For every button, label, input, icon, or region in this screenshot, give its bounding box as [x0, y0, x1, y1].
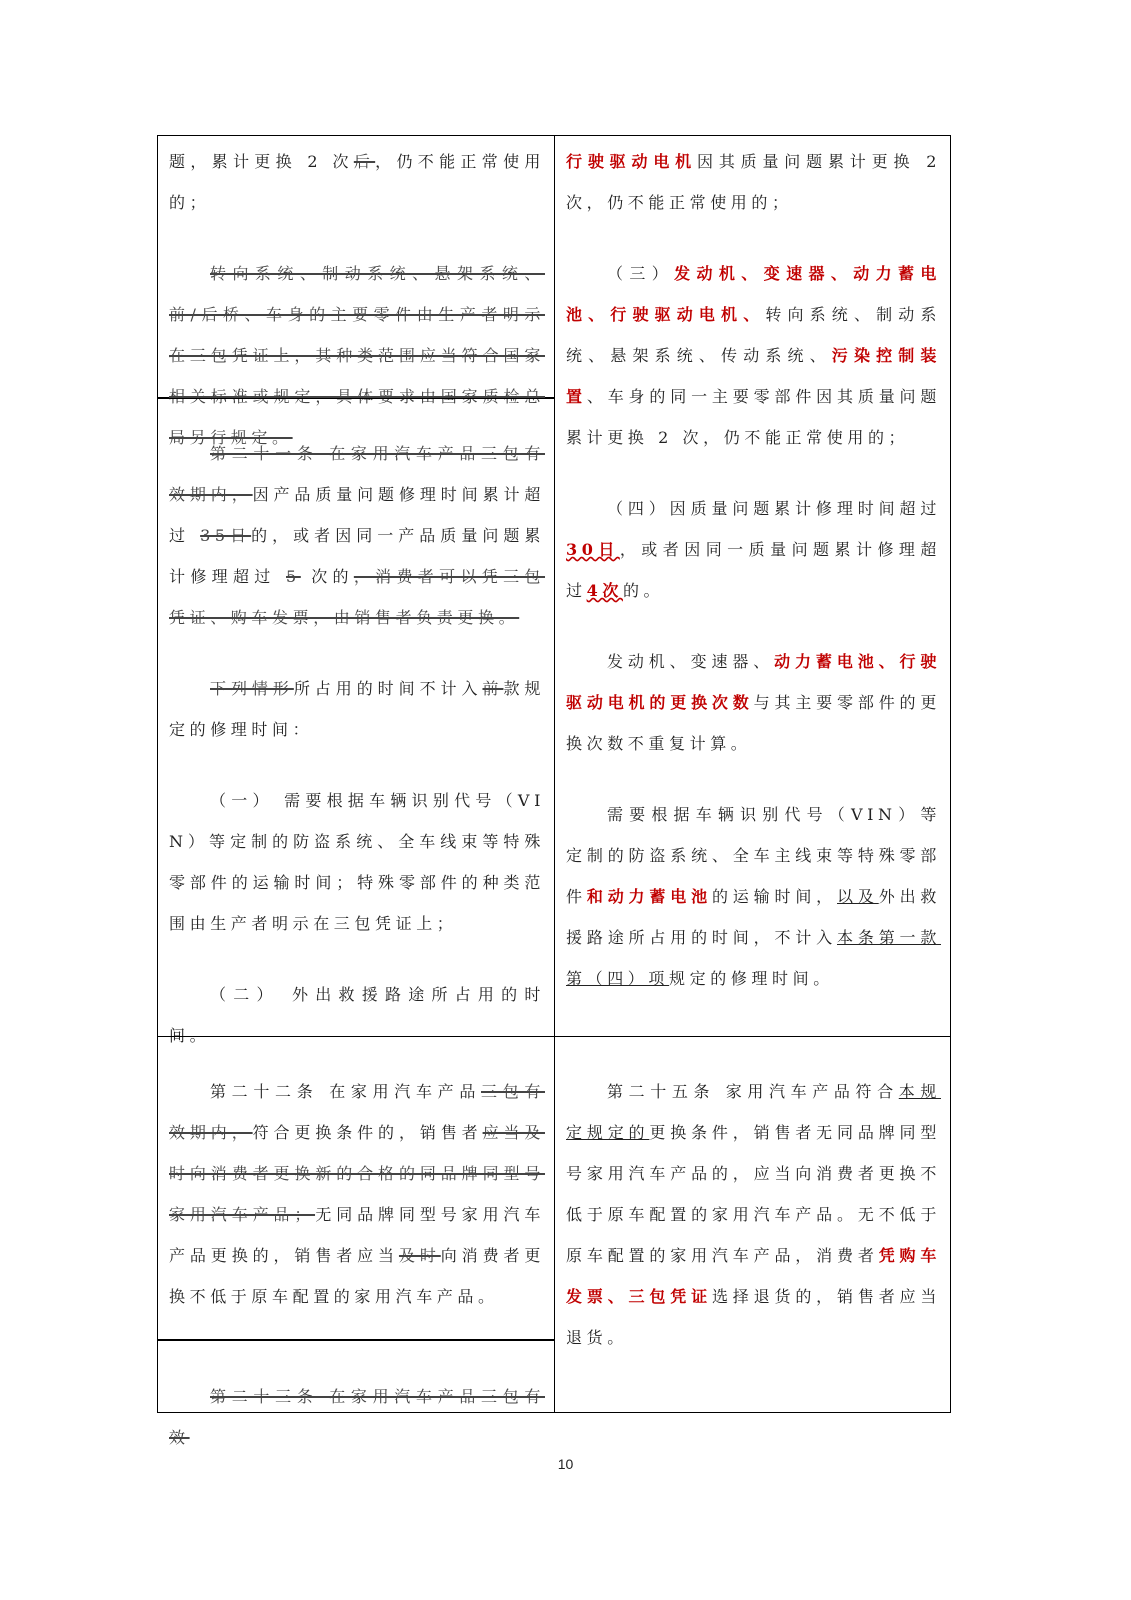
text-run: 外出救援路途所占用的时间，不计入: [566, 887, 942, 947]
text-run: 因产品质量问题修理时间累计超过: [169, 485, 545, 545]
page-number: 10: [557, 1456, 574, 1472]
paragraph: [169, 433, 545, 638]
text-run: 的运输时间，: [711, 887, 838, 906]
table-cell-left-2: [157, 398, 555, 1045]
paragraph: [566, 141, 941, 223]
text-run: 选择退货的，销售者应当退货。: [566, 1287, 942, 1347]
paragraph: [169, 141, 545, 223]
table-cell-left-3: [157, 1036, 555, 1341]
deleted-text: 前: [482, 679, 504, 698]
text-run: 的，或者因同一产品质量问题累计修理超过: [169, 526, 545, 586]
text-run: 规定的修理时间。: [669, 969, 834, 988]
text-run: 题，累计更换 2 次: [169, 152, 354, 171]
inserted-text: 污染控制装置: [566, 346, 941, 406]
table-cell-left-1: [157, 135, 555, 447]
paragraph: [566, 794, 941, 999]
table-cell-right-2: [554, 1036, 951, 1413]
paragraph: [566, 488, 941, 611]
text-run: 发动机、变速器、: [607, 652, 775, 671]
paragraph: [566, 641, 941, 764]
deleted-text: 转向系统、制动系统、悬架系统、前/后桥、车身的主要零件由生产者明示在三包凭证上，其种类范围应当符合国家相关标准或规定，具体要求由国家质检总局另行规定。: [169, 264, 545, 447]
text-run: 第二十二条 在家用汽车产品: [210, 1082, 482, 1101]
inserted-text: 4次: [586, 581, 623, 600]
paragraph: [566, 253, 941, 458]
text-run: ，或者因同一质量问题累计修理超过: [566, 540, 941, 600]
text-run: ，仍不能正常使用的；: [169, 152, 545, 212]
paragraph: [169, 1376, 545, 1458]
table-cell-right-1: [554, 135, 951, 1037]
underlined-text: 本规定规定的: [566, 1082, 941, 1142]
text-run: 所占用的时间不计入: [293, 679, 483, 698]
text-run: 的。: [622, 581, 665, 600]
deleted-text: 35日: [200, 526, 252, 545]
inserted-text: 凭购车发票、三包凭证: [566, 1246, 941, 1306]
text-run: 、车身的同一主要零部件因其质量问题累计更换 2 次，仍不能正常使用的；: [566, 387, 942, 447]
inserted-text: 和动力蓄电池: [586, 887, 712, 906]
text-run: 款规定的修理时间：: [169, 679, 546, 739]
paragraph: [566, 1071, 941, 1358]
inserted-text: 行驶驱动电机: [566, 152, 697, 171]
text-run: 与其主要零部件的更换次数不重复计算。: [566, 693, 941, 753]
deleted-text: 下列情形: [210, 679, 294, 698]
text-run: （二） 外出救援路途所占用的时间。: [169, 985, 545, 1045]
deleted-text: 三包有效期内，: [169, 1082, 545, 1142]
paragraph: [169, 668, 545, 750]
text-run: 需要根据车辆识别代号（VIN）等定制的防盗系统、全车主线束等特殊零部件: [566, 805, 941, 906]
inserted-text: 发动机、变速器、动力蓄电池、行驶驱动电机、: [566, 264, 941, 324]
deleted-text: 及时: [398, 1246, 441, 1265]
text-run: 因其质量问题累计更换 2 次，仍不能正常使用的；: [566, 152, 941, 212]
text-run: 符合更换条件的，销售者: [252, 1123, 483, 1142]
table-cell-left-4: [157, 1340, 555, 1447]
underlined-text: 以及: [837, 887, 879, 906]
inserted-text: 30日: [566, 540, 620, 559]
deleted-text: 第二十一条 在家用汽车产品三包有效期内，: [169, 444, 545, 504]
text-run: 第二十五条 家用汽车产品符合: [607, 1082, 899, 1101]
deleted-text: 应当及时向消费者更换新的合格的同品牌同型号家用汽车产品；: [169, 1123, 545, 1224]
text-run: （四）因质量问题累计修理时间超过: [607, 499, 941, 518]
underlined-text: 本条第一款第（四）项: [566, 928, 941, 988]
text-run: （一） 需要根据车辆识别代号（VIN）等定制的防盗系统、全车线束等特殊零部件的运输时间；特殊零部件的种类范围由生产者明示在三包凭证上；: [169, 791, 545, 933]
inserted-text: 动力蓄电池、行驶驱动电机的更换次数: [566, 652, 941, 712]
deleted-text: 第二十三条 在家用汽车产品三包有效: [169, 1387, 545, 1447]
deleted-text: ，消费者可以凭三包凭证、购车发票，由销售者负责更换。: [169, 567, 546, 627]
paragraph: [169, 780, 545, 944]
text-run: 更换条件，销售者无同品牌同型号家用汽车产品的，应当向消费者更换不低于原车配置的家用汽车产品。无不低于原车配置的家用汽车产品，消费者: [566, 1123, 941, 1265]
text-run: 转向系统、制动系统、悬架系统、传动系统、: [566, 305, 941, 365]
deleted-text: 5: [286, 567, 301, 586]
text-run: 向消费者更换不低于原车配置的家用汽车产品。: [169, 1246, 545, 1306]
text-run: （三）: [607, 264, 675, 283]
deleted-text: 后: [353, 152, 376, 171]
text-run: 无同品牌同型号家用汽车产品更换的，销售者应当: [169, 1205, 545, 1265]
text-run: 次的: [300, 567, 354, 586]
paragraph: [169, 1071, 545, 1317]
